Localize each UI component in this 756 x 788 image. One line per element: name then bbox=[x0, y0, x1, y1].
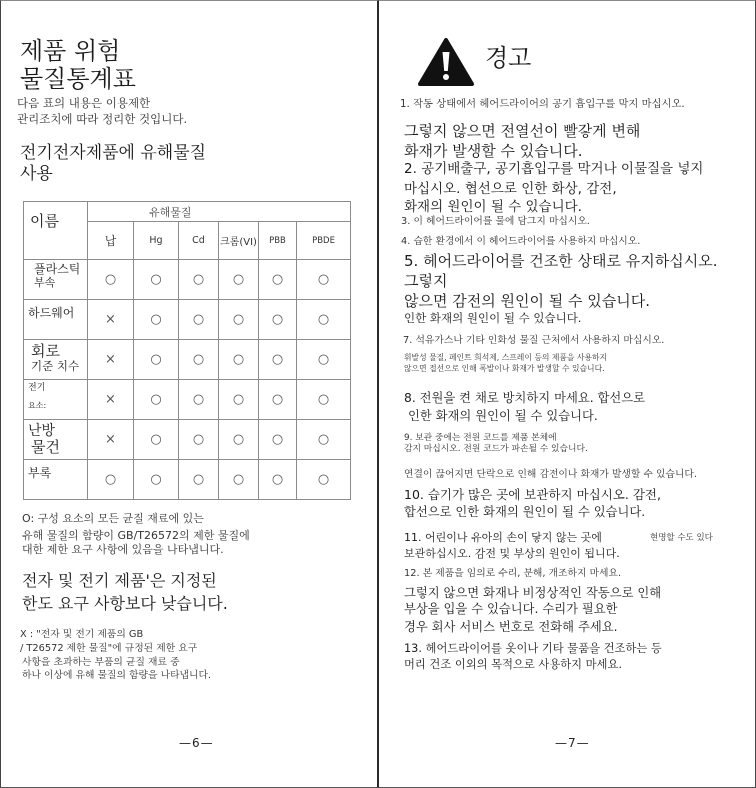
intro-line-2: 관리조치에 따라 정리한 것입니다. bbox=[17, 112, 188, 126]
warning-item-7-detail-line-1: 휘발성 물질, 페인트 희석제, 스프레이 등의 제품을 사용하지 bbox=[404, 353, 608, 362]
column-header-group: 유해물질 bbox=[88, 202, 351, 222]
component-name-cell bbox=[24, 260, 88, 300]
note-x-line-3: 사항을 초과하는 부품의 균질 재료 중 bbox=[22, 657, 180, 668]
component-name: 부록 bbox=[28, 466, 52, 480]
table-row bbox=[24, 420, 351, 460]
warning-item-6-tail: 인한 화재의 원인이 될 수 있습니다. bbox=[404, 311, 582, 325]
warning-item-12-detail-line-3: 경우 회사 서비스 번호로 전화해 주세요. bbox=[404, 620, 618, 634]
section-heading-line-2: 사용 bbox=[20, 164, 53, 184]
component-name-cell bbox=[24, 460, 88, 500]
warning-item-2-line-1: 2. 공기배출구, 공기흡입구를 막거나 이물질을 넣지 bbox=[404, 161, 704, 177]
substance-mark: × bbox=[88, 380, 134, 420]
table-row bbox=[24, 460, 351, 500]
warning-item-10-line-2: 합선으로 인한 화재의 원인이 될 수 있습니다. bbox=[404, 505, 646, 519]
substance-mark: ○ bbox=[219, 260, 259, 300]
substance-mark: ○ bbox=[297, 340, 351, 380]
warning-item-8-line-2: 인한 화재의 원인이 될 수 있습니다. bbox=[408, 409, 598, 423]
warning-item-11-line-1: 11. 어린이나 유아의 손이 닿지 않는 곳에 bbox=[404, 531, 602, 544]
warning-item-12-detail-line-1: 그렇지 않으면 화재나 비정상적인 작동으로 인해 bbox=[404, 586, 662, 600]
substance-mark: × bbox=[88, 340, 134, 380]
column-header-substance: PBB bbox=[259, 222, 297, 260]
substance-mark: ○ bbox=[134, 380, 179, 420]
substance-mark: ○ bbox=[259, 300, 297, 340]
substance-mark: ○ bbox=[179, 260, 219, 300]
component-name: 전기 bbox=[28, 383, 46, 393]
warning-item-9-detail: 연결이 끊어지면 단락으로 인해 감전이나 화재가 발생할 수 있습니다. bbox=[404, 469, 698, 480]
substance-mark: ○ bbox=[297, 300, 351, 340]
note-x-line-2: / T26572 제한 물질"에 규정된 제한 요구 bbox=[20, 643, 198, 654]
warning-item-11-note: 현명할 수도 있다 bbox=[650, 533, 713, 543]
warning-item-4: 4. 습한 환경에서 이 헤어드라이어를 사용하지 마십시오. bbox=[401, 236, 641, 247]
note-x-line-1: X : "전자 및 전기 제품의 GB bbox=[20, 629, 144, 640]
note-o-line-1: O: 구성 요소의 모든 균질 재료에 있는 bbox=[22, 512, 204, 525]
warning-item-8-line-1: 8. 전원을 켠 채로 방치하지 마세요. 합선으로 bbox=[404, 391, 646, 405]
substance-mark: ○ bbox=[179, 460, 219, 500]
substance-mark: ○ bbox=[259, 460, 297, 500]
warning-item-7-detail-line-2: 않으면 접선으로 인해 폭발이나 화재가 발생할 수 있습니다. bbox=[404, 364, 605, 373]
warning-item-3: 3. 이 헤어드라이어를 물에 담그지 마십시오. bbox=[401, 216, 590, 227]
table-row bbox=[24, 260, 351, 300]
component-name: 플라스틱 bbox=[34, 262, 81, 276]
substance-mark: ○ bbox=[297, 380, 351, 420]
page-number: —7— bbox=[555, 736, 590, 750]
note-x-line-4: 하나 이상에 유해 물질의 함량을 나타냅니다. bbox=[22, 670, 212, 681]
substance-mark: ○ bbox=[88, 460, 134, 500]
substance-mark: ○ bbox=[259, 340, 297, 380]
substance-mark: ○ bbox=[134, 460, 179, 500]
component-name: 요소: bbox=[28, 401, 47, 411]
hazardous-substance-table bbox=[23, 201, 351, 500]
component-name: 회로 bbox=[31, 342, 60, 360]
substance-mark: ○ bbox=[179, 380, 219, 420]
warning-item-12: 12. 본 제품을 임의로 수리, 분해, 개조하지 마세요. bbox=[404, 568, 622, 579]
page-title-line-1: 제품 위험 bbox=[20, 37, 121, 65]
substance-mark: ○ bbox=[179, 340, 219, 380]
column-header-substance: PBDE bbox=[297, 222, 351, 260]
substance-mark: ○ bbox=[219, 380, 259, 420]
substance-mark: ○ bbox=[259, 380, 297, 420]
section-heading-line-1: 전기전자제품에 유해물질 bbox=[20, 143, 207, 163]
warning-item-9-line-1: 9. 보관 중에는 전원 코드를 제품 본체에 bbox=[404, 433, 557, 443]
warning-triangle-icon bbox=[417, 37, 475, 87]
component-name-cell bbox=[24, 340, 88, 380]
page-number: —6— bbox=[179, 736, 214, 750]
warning-item-12-detail-line-2: 부상을 입을 수 있습니다. 수리가 필요한 bbox=[404, 602, 618, 616]
note-o-line-2: 유해 물질의 함량이 GB/T26572의 제한 물질에 bbox=[22, 529, 250, 542]
substance-mark: ○ bbox=[134, 420, 179, 460]
page-title-line-2: 물질통계표 bbox=[20, 65, 136, 93]
warning-item-5-line-1: 5. 헤어드라이어를 건조한 상태로 유지하십시오. bbox=[404, 252, 718, 270]
warning-item-2-line-3: 화재의 원인이 될 수 있습니다. bbox=[404, 199, 582, 215]
note-o-line-3: 대한 제한 요구 사항에 있음을 나타냅니다. bbox=[22, 543, 224, 556]
warning-item-13-line-1: 13. 헤어드라이어를 옷이나 기타 물품을 건조하는 등 bbox=[404, 642, 662, 655]
warning-item-1-detail-line-1: 그렇지 않으면 전열선이 빨갛게 변해 bbox=[404, 122, 641, 140]
intro-line-1: 다음 표의 내용은 이용제한 bbox=[17, 96, 151, 110]
note-o-emphasis-line-1: 전자 및 전기 제품'은 지정된 bbox=[22, 571, 217, 590]
substance-mark: ○ bbox=[134, 260, 179, 300]
substance-mark: ○ bbox=[219, 300, 259, 340]
warning-heading: 경고 bbox=[485, 44, 532, 72]
substance-mark: ○ bbox=[297, 420, 351, 460]
warning-item-10-line-1: 10. 습기가 많은 곳에 보관하지 마십시오. 감전, bbox=[404, 487, 661, 502]
substance-mark: ○ bbox=[134, 340, 179, 380]
column-header-substance: 크롬(VI) bbox=[219, 222, 259, 260]
table-header-row bbox=[24, 202, 351, 222]
warning-item-7: 7. 석유가스나 기타 인화성 물질 근처에서 사용하지 마십시오. bbox=[403, 335, 665, 346]
column-header-substance: Cd bbox=[179, 222, 219, 260]
warning-item-13-line-2: 머리 건조 이외의 목적으로 사용하지 마세요. bbox=[404, 658, 622, 671]
component-name-cell bbox=[24, 420, 88, 460]
substance-mark: ○ bbox=[179, 300, 219, 340]
substance-mark: × bbox=[88, 300, 134, 340]
warning-item-9-line-2: 감지 마십시오. 전원 코드가 파손될 수 있습니다. bbox=[404, 444, 588, 454]
component-name: 물건 bbox=[31, 438, 60, 457]
table-row bbox=[24, 300, 351, 340]
note-o-emphasis-line-2: 한도 요구 사항보다 낮습니다. bbox=[22, 594, 228, 613]
warning-item-5-line-3: 않으면 감전의 원인이 될 수 있습니다. bbox=[404, 292, 650, 310]
component-name: 기준 치수 bbox=[31, 359, 80, 374]
component-name: 하드웨어 bbox=[28, 306, 75, 320]
column-header-name: 이름 bbox=[24, 202, 88, 260]
warning-item-2-line-2: 마십시오. 협선으로 인한 화상, 감전, bbox=[404, 181, 617, 197]
substance-mark: ○ bbox=[219, 340, 259, 380]
warning-item-11-line-2: 보관하십시오. 감전 및 부상의 원인이 됩니다. bbox=[404, 547, 620, 560]
substance-mark: ○ bbox=[259, 420, 297, 460]
component-name-cell bbox=[24, 380, 88, 420]
warning-item-1: 1. 작동 상태에서 헤어드라이어의 공기 흡입구를 막지 마십시오. bbox=[400, 98, 685, 110]
right-page bbox=[379, 0, 756, 788]
substance-mark: ○ bbox=[259, 260, 297, 300]
column-header-substance: 납 bbox=[88, 222, 134, 260]
component-name: 부속 bbox=[34, 275, 56, 289]
substance-mark: ○ bbox=[88, 260, 134, 300]
substance-mark: ○ bbox=[134, 300, 179, 340]
warning-item-1-detail-line-2: 화재가 발생할 수 있습니다. bbox=[404, 142, 583, 160]
substance-mark: ○ bbox=[297, 260, 351, 300]
component-name-cell bbox=[24, 300, 88, 340]
substance-mark: ○ bbox=[297, 460, 351, 500]
table-row bbox=[24, 340, 351, 380]
substance-mark: × bbox=[88, 420, 134, 460]
substance-mark: ○ bbox=[219, 420, 259, 460]
table-row bbox=[24, 380, 351, 420]
warning-item-5-line-2: 그렇지 bbox=[404, 272, 448, 290]
substance-mark: ○ bbox=[179, 420, 219, 460]
component-name: 난방 bbox=[28, 423, 56, 439]
substance-mark: ○ bbox=[219, 460, 259, 500]
column-header-substance: Hg bbox=[134, 222, 179, 260]
